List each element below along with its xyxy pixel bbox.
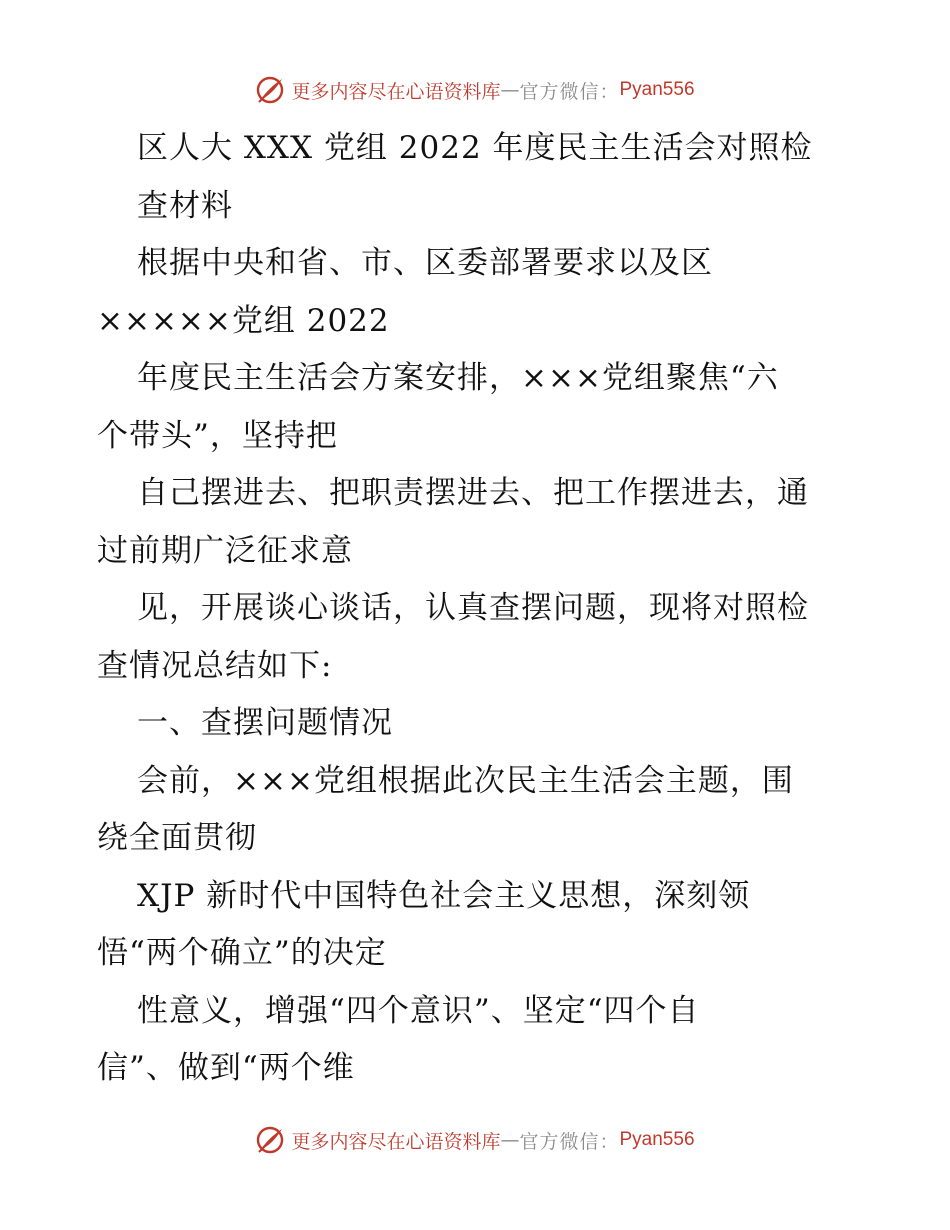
footer-watermark: [0, 1120, 950, 1160]
watermark-wechat-id: Pyan556: [619, 79, 695, 100]
watermark-brand: 更多内容尽在心语资料库: [291, 80, 501, 103]
document-line: 区人大 XXX 党组 2022 年度民主生活会对照检: [137, 130, 813, 166]
document-body: [97, 120, 857, 1098]
document-line: 悟“两个确立”的决定: [97, 935, 387, 971]
document-line: 信”、做到“两个维: [97, 1050, 355, 1086]
watermark-dash: —: [500, 1129, 520, 1151]
document-line: ×××××党组 2022: [97, 302, 390, 339]
document-line: 见，开展谈心谈话，认真查摆问题，现将对照检: [137, 590, 809, 626]
section-heading: 一、查摆问题情况: [137, 705, 393, 741]
watermark-official-label: 官方微信：: [519, 80, 620, 103]
watermark-brand: 更多内容尽在心语资料库: [291, 1130, 501, 1153]
document-line: 根据中央和省、市、区委部署要求以及区: [137, 245, 713, 281]
document-line: 过前期广泛征求意: [97, 532, 353, 569]
watermark-official-label: 官方微信：: [519, 1130, 620, 1153]
feather-pen-icon: [255, 1125, 285, 1155]
document-line: 会前，×××党组根据此次民主生活会主题，围: [137, 762, 794, 799]
document-line: 查材料: [137, 187, 233, 224]
document-line: 个带头”，坚持把: [97, 417, 338, 454]
document-line: XJP 新时代中国特色社会主义思想，深刻领: [137, 877, 751, 914]
document-line: 绕全面贯彻: [97, 820, 257, 856]
watermark-dash: —: [500, 79, 520, 101]
feather-pen-icon: [255, 75, 285, 105]
document-line: 年度民主生活会方案安排，×××党组聚焦“六: [137, 360, 779, 396]
document-line: 查情况总结如下:: [97, 647, 333, 684]
document-line: 自己摆进去、把职责摆进去、把工作摆进去，通: [137, 475, 809, 511]
header-watermark: [0, 70, 950, 110]
document-line: 性意义，增强“四个意识”、坚定“四个自: [137, 992, 700, 1029]
watermark-wechat-id: Pyan556: [619, 1129, 695, 1150]
